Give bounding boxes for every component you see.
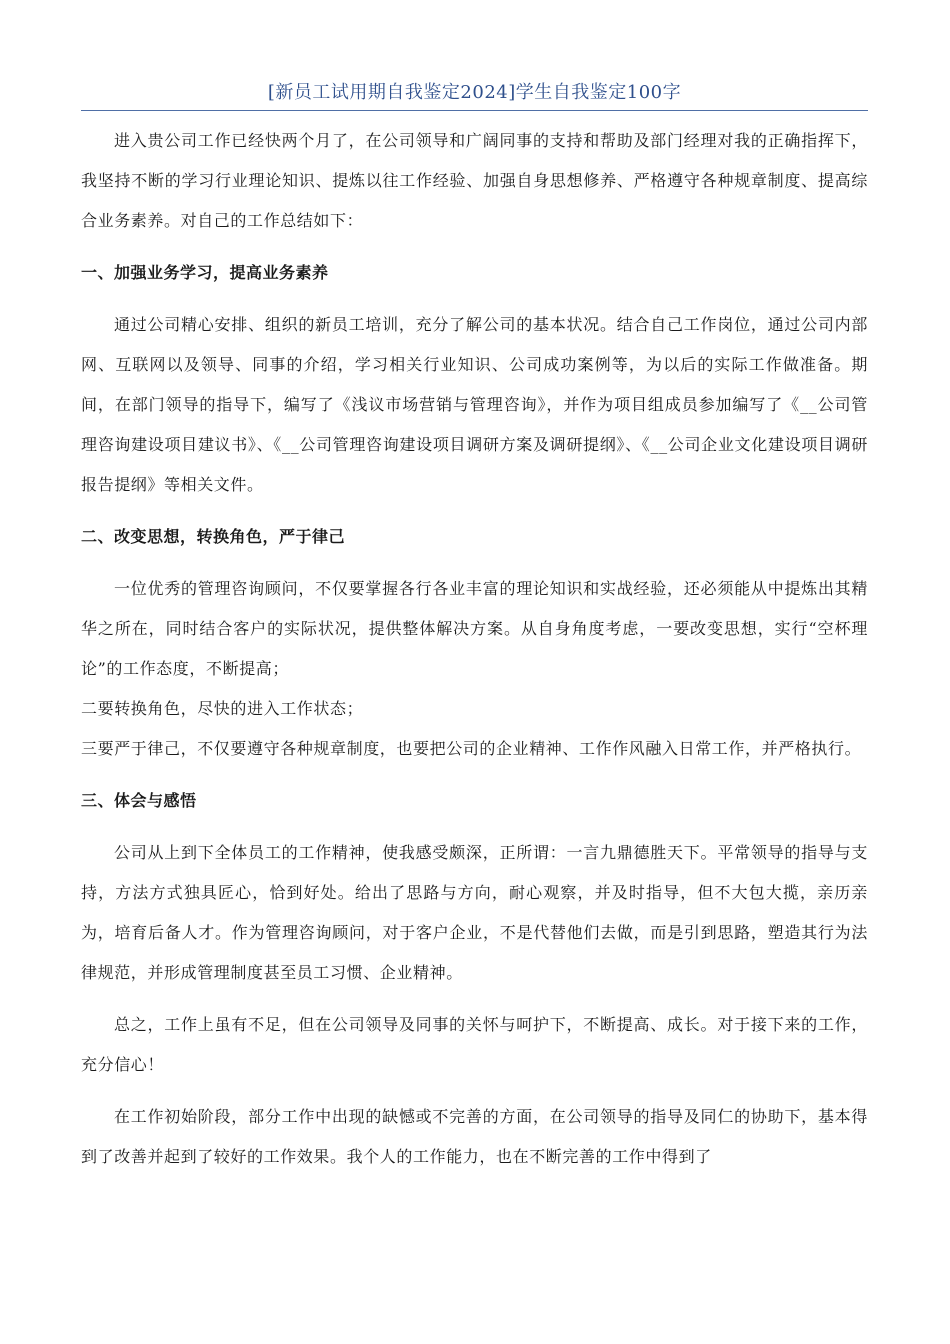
section-heading-3: 三、体会与感悟 bbox=[81, 791, 197, 810]
section-1-paragraph-1: 通过公司精心安排、组织的新员工培训，充分了解公司的基本状况。结合自己工作岗位，通过公司内部网、互联网以及领导、同事的介绍，学习相关行业知识、公司成功案例等，为以后的实际工作做准备。期间，在部门领导的指导下，编写了《浅议市场营销与管理咨询》，并作为项目组成员参加编写了《__公司管理咨询建设项目建议书》、《__公司管理咨询建设项目调研方案及调研提纲》、《__公司企业文化建设项目调研报告提纲》等相关文件。 bbox=[81, 315, 868, 494]
section-3-paragraph-3: 在工作初始阶段，部分工作中出现的缺憾或不完善的方面，在公司领导的指导及同仁的协助下，基本得到了改善并起到了较好的工作效果。我个人的工作能力，也在不断完善的工作中得到了 bbox=[81, 1107, 868, 1166]
section-3-paragraph-1: 公司从上到下全体员工的工作精神，使我感受颇深，正所谓：一言九鼎德胜天下。平常领导的指导与支持，方法方式独具匠心，恰到好处。给出了思路与方向，耐心观察，并及时指导，但不大包大揽，亲历亲为，培育后备人才。作为管理咨询顾问，对于客户企业，不是代替他们去做，而是引到思路，塑造其行为法律规范，并形成管理制度甚至员工习惯、企业精神。 bbox=[81, 843, 868, 982]
intro-paragraph: 进入贵公司工作已经快两个月了，在公司领导和广阔同事的支持和帮助及部门经理对我的正确指挥下，我坚持不断的学习行业理论知识、提炼以往工作经验、加强自身思想修养、严格遵守各种规章制度、提高综合业务素养。对自己的工作总结如下： bbox=[81, 131, 868, 230]
section-3-paragraph-2: 总之，工作上虽有不足，但在公司领导及同事的关怀与呵护下，不断提高、成长。对于接下来的工作，充分信心！ bbox=[81, 1015, 868, 1074]
document-body bbox=[81, 121, 868, 1177]
page-header bbox=[81, 80, 868, 111]
document-title: [新员工试用期自我鉴定2024]学生自我鉴定100字 bbox=[267, 82, 682, 103]
section-heading-1: 一、加强业务学习，提高业务素养 bbox=[81, 263, 329, 282]
section-heading-2: 二、改变思想，转换角色，严于律己 bbox=[81, 527, 346, 546]
section-2-paragraph-1: 一位优秀的管理咨询顾问，不仅要掌握各行各业丰富的理论知识和实战经验，还必须能从中提炼出其精华之所在，同时结合客户的实际状况，提供整体解决方案。从自身角度考虑，一要改变思想，实行“空杯理论”的工作态度，不断提高； bbox=[81, 579, 868, 678]
section-2-paragraph-2: 二要转换角色，尽快的进入工作状态； bbox=[81, 699, 364, 718]
section-2-paragraph-3: 三要严于律己，不仅要遵守各种规章制度，也要把公司的企业精神、工作作风融入日常工作，并严格执行。 bbox=[81, 739, 862, 758]
